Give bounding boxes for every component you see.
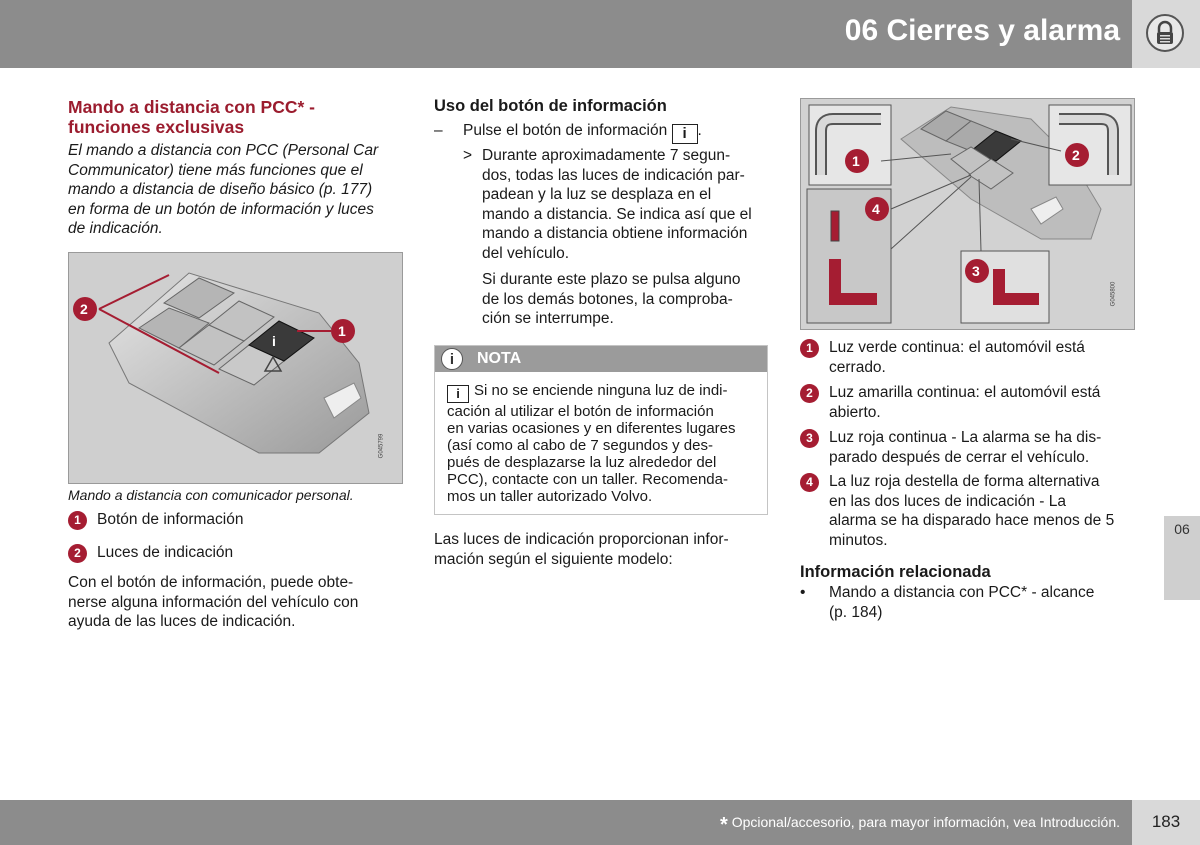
number-badge-1: 1 [800,339,819,358]
info-icon: i [441,348,463,370]
number-badge-2: 2 [68,544,87,563]
number-badge-3: 3 [800,429,819,448]
svg-text:1: 1 [852,153,860,169]
page-footer [0,800,1200,845]
legend-item-1: 1 Luz verde continua: el automóvil está cerrado. [800,338,1140,358]
intro-text: El mando a distancia con PCC (Personal Car Communicator) tiene más funciones que el mando a distancia de diseño básico (p. 177) en forma de un botón de información y luces de indicación. [68,142,379,237]
footer-note: * Opcional/accesorio, para mayor información, vea Introducción. [720,814,1120,836]
legend-item-2: 2 Luz amarilla continua: el automóvil está abierto. [800,383,1140,403]
figure-code: G045800 [1110,281,1117,307]
svg-text:4: 4 [872,201,880,217]
note-header [435,346,767,372]
chapter-icon-box [1132,0,1200,68]
legend-item-2: 2 Luces de indicación [68,543,408,563]
svg-text:2: 2 [1072,147,1080,163]
legend-item-4: 4 La luz roja destella de forma alternativa en las dos luces de indicación - La alarma se ha disparado hace menos de 5 minutos. [800,472,1140,492]
result-item: > Durante aproximadamente 7 segun- dos, todas las luces de indicación par- padean y la luz se desplaza en el mando a distancia. Se indica así que el mando a distancia obtiene información del vehículo. [463,147,752,262]
svg-text:1: 1 [338,323,346,339]
note-text: i Si no se enciende ninguna luz de indi- cación al utilizar el botón de información en varias ocasiones y en diferentes lugares (así como al cabo de 7 segundos y des- pués de desplazarse la luz alrededor del PCC), contacte con un taller. Recomenda- mos un taller autorizado Volvo. [447,382,736,505]
body-text: Con el botón de información, puede obte- nerse alguna información del vehículo con ayuda de las luces de indicación. [68,574,359,630]
remote-control-figure [68,252,403,484]
svg-text:2: 2 [80,301,88,317]
note-label: NOTA [477,350,522,367]
related-title: Información relacionada [800,563,991,581]
bullet: • [800,584,806,601]
page-number: 183 [1151,812,1181,831]
number-badge-4: 4 [800,473,819,492]
number-badge-1: 1 [68,511,87,530]
usage-title: Uso del botón de información [434,97,667,115]
indicator-intro: Las luces de indicación proporcionan infor- mación según el siguiente modelo: [434,531,729,568]
related-link[interactable]: • Mando a distancia con PCC* - alcance (p. 184) [800,584,1095,621]
interrupt-text: Si durante este plazo se pulsa alguno de los demás botones, la comproba- ción se interrumpe. [482,271,741,327]
indicator-lights-figure [800,98,1135,330]
number-badge-2: 2 [800,384,819,403]
step-item: – Pulse el botón de información i . [434,122,702,142]
svg-text:i: i [272,333,276,349]
step-dash: – [434,122,443,139]
chapter-side-tab: 06 [1164,516,1200,600]
section-title: Mando a distancia con PCC* - funciones exclusivas [68,97,315,137]
note-box [434,345,768,515]
legend-item-1: 1 Botón de información [68,510,408,530]
figure-code: G045799 [378,433,385,459]
page-header [0,0,1200,68]
info-button-icon: i [672,124,698,144]
lock-icon [1146,14,1184,52]
svg-text:3: 3 [972,263,980,279]
figure-caption: Mando a distancia con comunicador personal. [68,487,354,503]
chapter-title: 06 Cierres y alarma [844,14,1120,47]
page-number-box [1132,800,1200,845]
info-button-icon: i [447,385,469,403]
legend-item-3: 3 Luz roja continua - La alarma se ha dis- parado después de cerrar el vehículo. [800,428,1140,448]
result-marker: > [463,147,473,164]
